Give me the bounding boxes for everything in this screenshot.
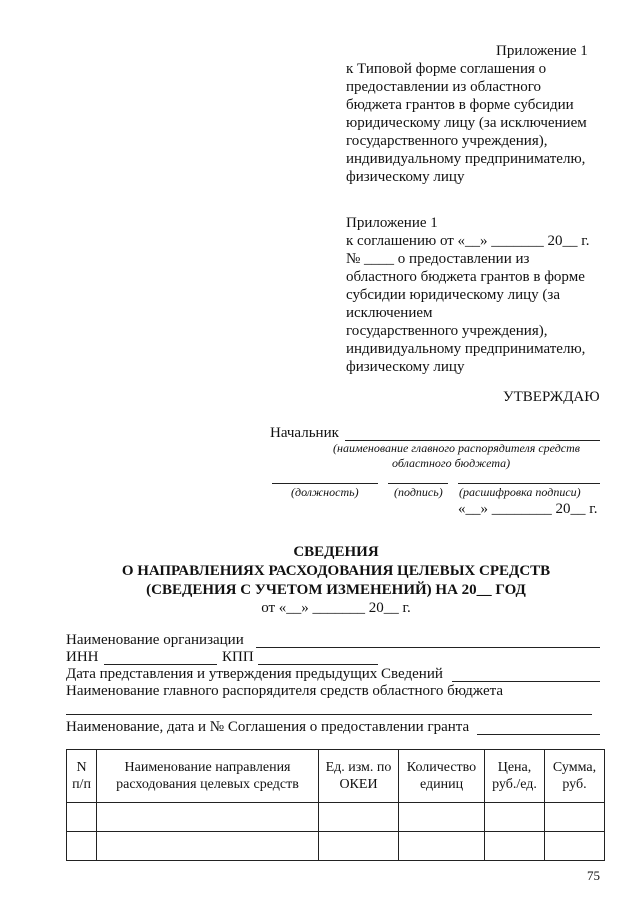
- head-note-1: (наименование главного распорядителя средств: [333, 441, 580, 455]
- approve-heading: УТВЕРЖДАЮ: [503, 389, 600, 405]
- appendix-top-line: к Типовой форме соглашения о: [346, 61, 547, 77]
- decoding-line: [458, 483, 600, 484]
- col-header-unit: Ед. изм. по ОКЕИ: [319, 750, 399, 803]
- table-cell[interactable]: [485, 803, 545, 832]
- agreement-field[interactable]: [477, 734, 600, 735]
- agreement-label: Наименование, дата и № Соглашения о предоставлении гранта: [66, 719, 470, 735]
- appendix-second-title: Приложение 1: [346, 215, 438, 231]
- chief-manager-field[interactable]: [66, 714, 592, 715]
- doc-title-1: СВЕДЕНИЯ: [293, 544, 379, 560]
- appendix-second-block: [346, 214, 590, 376]
- signature-line: [388, 483, 448, 484]
- doc-title-3: (СВЕДЕНИЯ С УЧЕТОМ ИЗМЕНЕНИЙ) НА 20__ ГОД: [146, 582, 526, 598]
- appendix-top-line: бюджета грантов в форме субсидии: [346, 97, 574, 113]
- appendix-top-title: Приложение 1: [496, 43, 588, 59]
- head-note-2: областного бюджета): [392, 456, 511, 470]
- col-header-quantity: Количество единиц: [399, 750, 485, 803]
- expenditure-table: [66, 749, 605, 861]
- table-cell[interactable]: [545, 803, 605, 832]
- table-cell[interactable]: [319, 832, 399, 861]
- decoding-note: (расшифровка подписи): [459, 485, 581, 499]
- table-cell[interactable]: [67, 832, 97, 861]
- table-cell[interactable]: [97, 832, 319, 861]
- appendix-top-line: физическому лицу: [346, 169, 465, 185]
- appendix-second-line: индивидуальному предпринимателю,: [346, 341, 586, 357]
- appendix-top-text: [346, 60, 587, 186]
- table-cell[interactable]: [97, 803, 319, 832]
- table-cell[interactable]: [399, 832, 485, 861]
- table-row: [67, 832, 605, 861]
- appendix-top-line: государственного учреждения),: [346, 133, 548, 149]
- table-cell[interactable]: [485, 832, 545, 861]
- table-cell[interactable]: [319, 803, 399, 832]
- inn-label: ИНН: [66, 649, 99, 665]
- org-name-field[interactable]: [256, 647, 600, 648]
- kpp-label: КПП: [222, 649, 254, 665]
- table-cell[interactable]: [545, 832, 605, 861]
- approval-date: «__» ________ 20__ г.: [458, 501, 598, 517]
- doc-title-2: О НАПРАВЛЕНИЯХ РАСХОДОВАНИЯ ЦЕЛЕВЫХ СРЕДСТВ: [121, 563, 551, 579]
- appendix-second-line: к соглашению от «__» _______ 20__ г.: [346, 233, 590, 249]
- head-label: Начальник: [270, 425, 339, 441]
- appendix-second-line: государственного учреждения),: [346, 323, 548, 339]
- appendix-second-line: областного бюджета грантов в форме: [346, 269, 585, 285]
- col-header-price: Цена, руб./ед.: [485, 750, 545, 803]
- appendix-second-line: физическому лицу: [346, 359, 465, 375]
- position-note: (должность): [291, 485, 359, 499]
- page-number: 75: [587, 868, 600, 883]
- signature-note: (подпись): [394, 485, 443, 499]
- appendix-top-line: предоставлении из областного: [346, 79, 542, 95]
- col-header-sum: Сумма, руб.: [545, 750, 605, 803]
- doc-date-line: от «__» _______ 20__ г.: [261, 600, 411, 616]
- table-header-row: [67, 750, 605, 803]
- position-line: [272, 483, 378, 484]
- chief-manager-label: Наименование главного распорядителя средств областного бюджета: [66, 683, 504, 699]
- appendix-second-line: № ____ о предоставлении из: [346, 251, 530, 267]
- col-header-direction: Наименование направления расходования целевых средств: [97, 750, 319, 803]
- org-name-label: Наименование организации: [66, 632, 244, 648]
- prev-date-label: Дата представления и утверждения предыдущих Сведений: [66, 666, 443, 682]
- table-cell[interactable]: [67, 803, 97, 832]
- appendix-second-line: субсидии юридическому лицу (за: [346, 287, 560, 303]
- appendix-top-line: индивидуальному предпринимателю,: [346, 151, 586, 167]
- col-header-number: N п/п: [67, 750, 97, 803]
- table-row: [67, 803, 605, 832]
- appendix-top-line: юридическому лицу (за исключением: [346, 115, 587, 131]
- table-cell[interactable]: [399, 803, 485, 832]
- appendix-second-line: исключением: [346, 305, 433, 321]
